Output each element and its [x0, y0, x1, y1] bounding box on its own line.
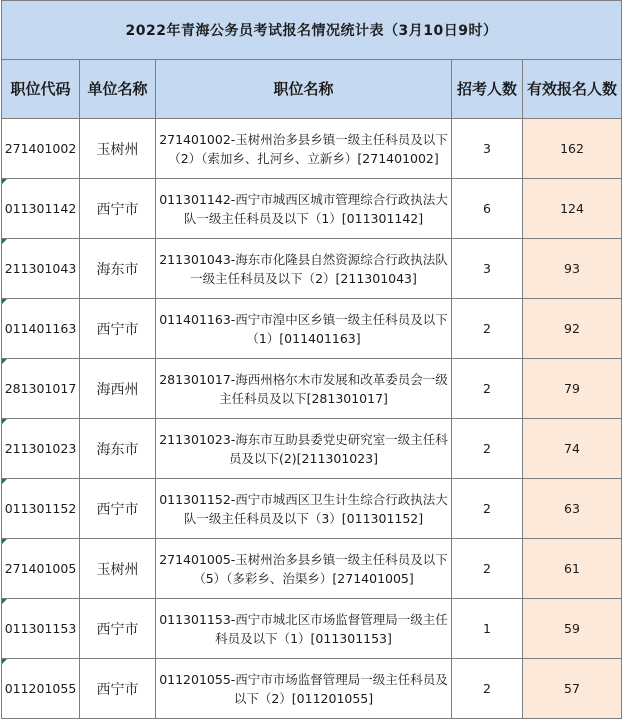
- comment-marker-icon: [2, 359, 7, 364]
- code-cell[interactable]: [2, 479, 80, 539]
- code-cell[interactable]: [2, 359, 80, 419]
- unit-cell[interactable]: [80, 419, 156, 479]
- recruit-count-cell-text: 2: [483, 681, 491, 696]
- table-title: 2022年青海公务员考试报名情况统计表（3月10日9时）: [2, 1, 622, 60]
- code-cell-text: 211301023: [4, 441, 77, 456]
- unit-cell-text: 玉树州: [96, 561, 139, 578]
- code-cell[interactable]: [2, 419, 80, 479]
- recruit-count-cell-text: 2: [483, 321, 491, 336]
- table-row: [2, 119, 622, 179]
- code-cell-text: 011401163: [4, 321, 77, 336]
- code-cell[interactable]: [2, 599, 80, 659]
- table-body: [2, 119, 622, 719]
- unit-cell[interactable]: [80, 539, 156, 599]
- recruit-count-cell[interactable]: [452, 599, 523, 659]
- position-cell-text: 011401163-西宁市湟中区乡镇一级主任科员及以下（1）[011401163]: [159, 311, 448, 346]
- table-row: [2, 299, 622, 359]
- table-row: [2, 239, 622, 299]
- code-cell-text: 281301017: [4, 381, 77, 396]
- position-cell[interactable]: [156, 299, 452, 359]
- table-row: [2, 539, 622, 599]
- unit-cell-text: 海东市: [96, 441, 139, 458]
- position-cell[interactable]: [156, 479, 452, 539]
- recruit-count-cell-text: 1: [483, 621, 491, 636]
- header-unit[interactable]: 单位名称: [80, 60, 156, 119]
- code-cell[interactable]: [2, 239, 80, 299]
- unit-cell-text: 海东市: [96, 261, 139, 278]
- header-recruit[interactable]: 招考人数: [452, 60, 523, 119]
- position-cell-text: 271401002-玉树州治多县乡镇一级主任科员及以下（2）（索加乡、扎河乡、立新乡）[271401002]: [159, 131, 448, 166]
- recruit-count-cell[interactable]: [452, 299, 523, 359]
- code-cell-text: 011301152: [4, 501, 77, 516]
- comment-marker-icon: [2, 539, 7, 544]
- recruit-count-cell[interactable]: [452, 179, 523, 239]
- recruit-count-cell[interactable]: [452, 539, 523, 599]
- unit-cell[interactable]: [80, 599, 156, 659]
- table-row: [2, 419, 622, 479]
- unit-cell[interactable]: [80, 299, 156, 359]
- header-row: [2, 60, 622, 119]
- code-cell-text: 011201055: [4, 681, 77, 696]
- applicant-count-cell[interactable]: [523, 479, 622, 539]
- applicant-count-cell[interactable]: [523, 239, 622, 299]
- applicant-count-cell-text: 162: [560, 141, 584, 156]
- position-cell-text: 011301152-西宁市城西区卫生计生综合行政执法大队一级主任科员及以下（3）[011301152]: [159, 491, 448, 526]
- position-cell-text: 211301023-海东市互助县委党史研究室一级主任科员及以下(2)[211301023]: [159, 431, 448, 466]
- recruit-count-cell-text: 2: [483, 441, 491, 456]
- code-cell-text: 011301142: [4, 201, 77, 216]
- position-cell-text: 011301142-西宁市城西区城市管理综合行政执法大队一级主任科员及以下（1）[011301142]: [159, 191, 448, 226]
- unit-cell-text: 西宁市: [96, 621, 139, 638]
- unit-cell-text: 西宁市: [96, 321, 139, 338]
- comment-marker-icon: [2, 179, 7, 184]
- table-row: [2, 179, 622, 239]
- header-applicants[interactable]: 有效报名人数: [523, 60, 622, 119]
- comment-marker-icon: [2, 479, 7, 484]
- unit-cell[interactable]: [80, 479, 156, 539]
- code-cell-text: 011301153: [4, 621, 77, 636]
- unit-cell-text: 西宁市: [96, 681, 139, 698]
- unit-cell[interactable]: [80, 239, 156, 299]
- table-row: [2, 599, 622, 659]
- header-code[interactable]: 职位代码: [2, 60, 80, 119]
- position-cell[interactable]: [156, 599, 452, 659]
- position-cell-text: 211301043-海东市化隆县自然资源综合行政执法队一级主任科员及以下（2）[211301043]: [159, 251, 448, 286]
- recruit-count-cell-text: 6: [483, 201, 491, 216]
- table-row: [2, 659, 622, 719]
- unit-cell[interactable]: [80, 659, 156, 719]
- applicant-count-cell-text: 92: [564, 321, 580, 336]
- position-cell[interactable]: [156, 359, 452, 419]
- position-cell-text: 011301153-西宁市城北区市场监督管理局一级主任科员及以下（1）[011301153]: [159, 611, 448, 646]
- recruit-count-cell-text: 3: [483, 141, 491, 156]
- unit-cell-text: 玉树州: [96, 141, 139, 158]
- code-cell-text: 211301043: [4, 261, 77, 276]
- recruit-count-cell[interactable]: [452, 239, 523, 299]
- code-cell-text: 271401005: [4, 561, 77, 576]
- recruit-count-cell-text: 2: [483, 561, 491, 576]
- recruit-count-cell[interactable]: [452, 119, 523, 179]
- position-cell[interactable]: [156, 419, 452, 479]
- code-cell[interactable]: [2, 299, 80, 359]
- unit-cell-text: 西宁市: [96, 201, 139, 218]
- recruit-count-cell[interactable]: [452, 359, 523, 419]
- applicant-count-cell-text: 79: [564, 381, 580, 396]
- code-cell[interactable]: [2, 119, 80, 179]
- comment-marker-icon: [2, 239, 7, 244]
- code-cell[interactable]: [2, 659, 80, 719]
- table-row: [2, 359, 622, 419]
- recruit-count-cell-text: 2: [483, 501, 491, 516]
- applicant-count-cell-text: 124: [560, 201, 584, 216]
- position-cell-text: 011201055-西宁市市场监督管理局一级主任科员及以下（2）[011201055]: [159, 671, 448, 706]
- position-cell[interactable]: [156, 239, 452, 299]
- position-cell-text: 281301017-海西州格尔木市发展和改革委员会一级主任科员及以下[281301017]: [159, 371, 448, 406]
- applicant-count-cell[interactable]: [523, 419, 622, 479]
- unit-cell[interactable]: [80, 119, 156, 179]
- applicant-count-cell[interactable]: [523, 539, 622, 599]
- applicant-count-cell-text: 93: [564, 261, 580, 276]
- recruit-count-cell[interactable]: [452, 659, 523, 719]
- position-cell[interactable]: [156, 539, 452, 599]
- recruit-count-cell-text: 3: [483, 261, 491, 276]
- applicant-count-cell-text: 59: [564, 621, 580, 636]
- code-cell-text: 271401002: [4, 141, 77, 156]
- table-row: [2, 479, 622, 539]
- position-cell[interactable]: [156, 179, 452, 239]
- comment-marker-icon: [2, 419, 7, 424]
- applicant-count-cell[interactable]: [523, 359, 622, 419]
- applicant-count-cell[interactable]: [523, 119, 622, 179]
- unit-cell-text: 海西州: [96, 381, 139, 398]
- applicant-count-cell-text: 57: [564, 681, 580, 696]
- applicant-count-cell-text: 74: [564, 441, 580, 456]
- recruit-count-cell-text: 2: [483, 381, 491, 396]
- recruit-count-cell[interactable]: [452, 419, 523, 479]
- stats-table: [1, 0, 622, 719]
- unit-cell[interactable]: [80, 359, 156, 419]
- header-position[interactable]: 职位名称: [156, 60, 452, 119]
- applicant-count-cell[interactable]: [523, 299, 622, 359]
- recruit-count-cell[interactable]: [452, 479, 523, 539]
- applicant-count-cell-text: 61: [564, 561, 580, 576]
- applicant-count-cell-text: 63: [564, 501, 580, 516]
- comment-marker-icon: [2, 299, 7, 304]
- position-cell-text: 271401005-玉树州治多县乡镇一级主任科员及以下（5）（多彩乡、治渠乡）[271401005]: [159, 551, 448, 586]
- comment-marker-icon: [2, 659, 7, 664]
- applicant-count-cell[interactable]: [523, 659, 622, 719]
- position-cell[interactable]: [156, 119, 452, 179]
- position-cell[interactable]: [156, 659, 452, 719]
- code-cell[interactable]: [2, 179, 80, 239]
- code-cell[interactable]: [2, 539, 80, 599]
- applicant-count-cell[interactable]: [523, 179, 622, 239]
- unit-cell[interactable]: [80, 179, 156, 239]
- unit-cell-text: 西宁市: [96, 501, 139, 518]
- applicant-count-cell[interactable]: [523, 599, 622, 659]
- comment-marker-icon: [2, 599, 7, 604]
